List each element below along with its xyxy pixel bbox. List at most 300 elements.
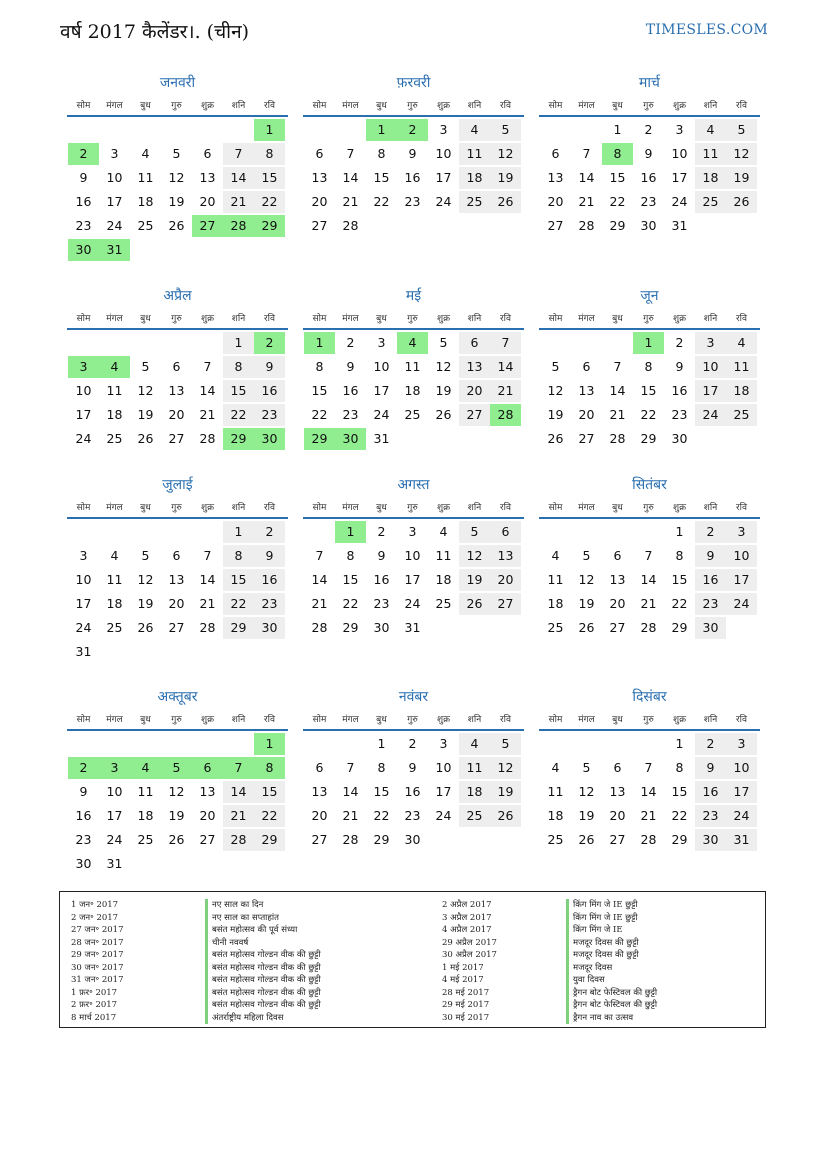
day-cell[interactable]: 26	[578, 832, 595, 847]
day-cell[interactable]: 12	[578, 784, 595, 799]
day-cell[interactable]: 25	[137, 218, 154, 233]
day-cell[interactable]: 10	[106, 784, 123, 799]
day-cell[interactable]: 17	[695, 380, 726, 402]
day-cell[interactable]: 30	[671, 431, 688, 446]
day-cell[interactable]: 25	[726, 404, 757, 426]
day-cell[interactable]: 13	[609, 572, 626, 587]
day-cell[interactable]: 11	[137, 170, 154, 185]
day-cell[interactable]: 16	[254, 380, 285, 402]
day-cell[interactable]: 2	[68, 143, 99, 165]
day-cell[interactable]: 29	[609, 218, 626, 233]
day-cell[interactable]: 14	[223, 167, 254, 189]
day-cell[interactable]: 22	[223, 404, 254, 426]
day-cell[interactable]: 22	[671, 596, 688, 611]
day-cell[interactable]: 6	[613, 760, 622, 775]
day-cell[interactable]: 26	[578, 620, 595, 635]
day-cell[interactable]: 26	[490, 191, 521, 213]
day-cell[interactable]: 18	[547, 596, 564, 611]
day-cell[interactable]: 19	[137, 596, 154, 611]
day-cell[interactable]: 5	[161, 757, 192, 779]
day-cell[interactable]: 21	[223, 805, 254, 827]
day-cell[interactable]: 17	[671, 170, 688, 185]
day-cell[interactable]: 27	[192, 215, 223, 237]
day-cell[interactable]: 18	[459, 167, 490, 189]
day-cell[interactable]: 13	[490, 545, 521, 567]
day-cell[interactable]: 7	[582, 146, 591, 161]
day-cell[interactable]: 29	[671, 832, 688, 847]
day-cell[interactable]: 15	[609, 170, 626, 185]
day-cell[interactable]: 21	[640, 808, 657, 823]
day-cell[interactable]: 26	[168, 832, 185, 847]
day-cell[interactable]: 11	[404, 359, 421, 374]
day-cell[interactable]: 25	[695, 191, 726, 213]
day-cell[interactable]: 12	[435, 359, 452, 374]
day-cell[interactable]: 5	[490, 733, 521, 755]
day-cell[interactable]: 26	[137, 620, 154, 635]
day-cell[interactable]: 17	[404, 572, 421, 587]
day-cell[interactable]: 11	[459, 143, 490, 165]
day-cell[interactable]: 5	[582, 548, 591, 563]
day-cell[interactable]: 10	[404, 548, 421, 563]
day-cell[interactable]: 7	[203, 359, 212, 374]
day-cell[interactable]: 1	[335, 521, 366, 543]
day-cell[interactable]: 11	[435, 548, 452, 563]
day-cell[interactable]: 9	[408, 760, 417, 775]
day-cell[interactable]: 27	[311, 832, 328, 847]
day-cell[interactable]: 12	[459, 545, 490, 567]
day-cell[interactable]: 23	[254, 593, 285, 615]
day-cell[interactable]: 12	[578, 572, 595, 587]
day-cell[interactable]: 21	[223, 191, 254, 213]
day-cell[interactable]: 24	[75, 620, 92, 635]
day-cell[interactable]: 20	[578, 407, 595, 422]
day-cell[interactable]: 19	[435, 383, 452, 398]
day-cell[interactable]: 23	[373, 596, 390, 611]
day-cell[interactable]: 22	[373, 194, 390, 209]
day-cell[interactable]: 24	[404, 596, 421, 611]
day-cell[interactable]: 7	[644, 548, 653, 563]
day-cell[interactable]: 3	[377, 335, 386, 350]
day-cell[interactable]: 17	[726, 781, 757, 803]
day-cell[interactable]: 23	[342, 407, 359, 422]
day-cell[interactable]: 20	[199, 194, 216, 209]
day-cell[interactable]: 10	[695, 356, 726, 378]
day-cell[interactable]: 27	[168, 620, 185, 635]
day-cell[interactable]: 11	[726, 356, 757, 378]
day-cell[interactable]: 24	[726, 593, 757, 615]
day-cell[interactable]: 7	[223, 143, 254, 165]
day-cell[interactable]: 7	[644, 760, 653, 775]
day-cell[interactable]: 3	[726, 521, 757, 543]
day-cell[interactable]: 28	[199, 620, 216, 635]
day-cell[interactable]: 5	[439, 335, 448, 350]
day-cell[interactable]: 27	[547, 218, 564, 233]
day-cell[interactable]: 19	[547, 407, 564, 422]
day-cell[interactable]: 16	[695, 781, 726, 803]
day-cell[interactable]: 4	[141, 146, 150, 161]
day-cell[interactable]: 8	[377, 146, 386, 161]
day-cell[interactable]: 18	[459, 781, 490, 803]
day-cell[interactable]: 3	[79, 548, 88, 563]
day-cell[interactable]: 14	[223, 781, 254, 803]
day-cell[interactable]: 31	[671, 218, 688, 233]
day-cell[interactable]: 14	[199, 383, 216, 398]
day-cell[interactable]: 23	[695, 805, 726, 827]
day-cell[interactable]: 3	[68, 356, 99, 378]
day-cell[interactable]: 28	[199, 431, 216, 446]
day-cell[interactable]: 8	[254, 757, 285, 779]
day-cell[interactable]: 16	[373, 572, 390, 587]
day-cell[interactable]: 10	[726, 545, 757, 567]
day-cell[interactable]: 22	[640, 407, 657, 422]
day-cell[interactable]: 6	[172, 548, 181, 563]
site-name[interactable]: TIMESLES.COM	[645, 22, 768, 38]
day-cell[interactable]: 25	[547, 620, 564, 635]
day-cell[interactable]: 6	[613, 548, 622, 563]
day-cell[interactable]: 2	[346, 335, 355, 350]
day-cell[interactable]: 21	[342, 808, 359, 823]
day-cell[interactable]: 22	[254, 191, 285, 213]
day-cell[interactable]: 29	[254, 829, 285, 851]
day-cell[interactable]: 17	[435, 784, 452, 799]
day-cell[interactable]: 4	[726, 332, 757, 354]
day-cell[interactable]: 14	[640, 784, 657, 799]
day-cell[interactable]: 1	[613, 122, 622, 137]
day-cell[interactable]: 11	[106, 383, 123, 398]
day-cell[interactable]: 22	[609, 194, 626, 209]
day-cell[interactable]: 2	[397, 119, 428, 141]
day-cell[interactable]: 14	[199, 572, 216, 587]
day-cell[interactable]: 8	[315, 359, 324, 374]
day-cell[interactable]: 28	[342, 832, 359, 847]
day-cell[interactable]: 24	[106, 218, 123, 233]
day-cell[interactable]: 6	[203, 146, 212, 161]
day-cell[interactable]: 21	[578, 194, 595, 209]
day-cell[interactable]: 23	[75, 218, 92, 233]
day-cell[interactable]: 23	[695, 593, 726, 615]
day-cell[interactable]: 22	[223, 593, 254, 615]
day-cell[interactable]: 28	[342, 218, 359, 233]
day-cell[interactable]: 15	[254, 781, 285, 803]
day-cell[interactable]: 8	[675, 760, 684, 775]
day-cell[interactable]: 5	[490, 119, 521, 141]
day-cell[interactable]: 3	[408, 524, 417, 539]
day-cell[interactable]: 2	[695, 733, 726, 755]
day-cell[interactable]: 4	[695, 119, 726, 141]
day-cell[interactable]: 30	[254, 428, 285, 450]
day-cell[interactable]: 30	[404, 832, 421, 847]
day-cell[interactable]: 20	[168, 596, 185, 611]
day-cell[interactable]: 28	[640, 620, 657, 635]
day-cell[interactable]: 19	[578, 808, 595, 823]
day-cell[interactable]: 5	[726, 119, 757, 141]
day-cell[interactable]: 22	[311, 407, 328, 422]
day-cell[interactable]: 11	[547, 784, 564, 799]
day-cell[interactable]: 24	[106, 832, 123, 847]
day-cell[interactable]: 1	[675, 524, 684, 539]
day-cell[interactable]: 5	[141, 548, 150, 563]
day-cell[interactable]: 8	[675, 548, 684, 563]
day-cell[interactable]: 22	[254, 805, 285, 827]
day-cell[interactable]: 20	[609, 596, 626, 611]
day-cell[interactable]: 8	[602, 143, 633, 165]
day-cell[interactable]: 11	[459, 757, 490, 779]
day-cell[interactable]: 29	[223, 617, 254, 639]
day-cell[interactable]: 30	[695, 829, 726, 851]
day-cell[interactable]: 31	[373, 431, 390, 446]
day-cell[interactable]: 9	[695, 757, 726, 779]
day-cell[interactable]: 28	[311, 620, 328, 635]
day-cell[interactable]: 10	[373, 359, 390, 374]
day-cell[interactable]: 6	[192, 757, 223, 779]
day-cell[interactable]: 2	[377, 524, 386, 539]
day-cell[interactable]: 31	[726, 829, 757, 851]
day-cell[interactable]: 12	[137, 572, 154, 587]
day-cell[interactable]: 30	[68, 239, 99, 261]
day-cell[interactable]: 13	[459, 356, 490, 378]
day-cell[interactable]: 22	[342, 596, 359, 611]
day-cell[interactable]: 26	[490, 805, 521, 827]
day-cell[interactable]: 1	[304, 332, 335, 354]
day-cell[interactable]: 11	[695, 143, 726, 165]
day-cell[interactable]: 16	[404, 170, 421, 185]
day-cell[interactable]: 18	[137, 194, 154, 209]
day-cell[interactable]: 23	[254, 404, 285, 426]
day-cell[interactable]: 16	[75, 194, 92, 209]
day-cell[interactable]: 27	[578, 431, 595, 446]
day-cell[interactable]: 15	[223, 569, 254, 591]
day-cell[interactable]: 13	[311, 170, 328, 185]
day-cell[interactable]: 25	[435, 596, 452, 611]
day-cell[interactable]: 22	[671, 808, 688, 823]
day-cell[interactable]: 24	[695, 404, 726, 426]
day-cell[interactable]: 4	[439, 524, 448, 539]
day-cell[interactable]: 24	[435, 808, 452, 823]
day-cell[interactable]: 30	[254, 617, 285, 639]
day-cell[interactable]: 27	[609, 620, 626, 635]
day-cell[interactable]: 20	[459, 380, 490, 402]
day-cell[interactable]: 15	[671, 784, 688, 799]
day-cell[interactable]: 29	[254, 215, 285, 237]
day-cell[interactable]: 11	[547, 572, 564, 587]
day-cell[interactable]: 7	[346, 760, 355, 775]
day-cell[interactable]: 1	[223, 332, 254, 354]
day-cell[interactable]: 7	[315, 548, 324, 563]
day-cell[interactable]: 28	[609, 431, 626, 446]
day-cell[interactable]: 27	[168, 431, 185, 446]
day-cell[interactable]: 15	[373, 784, 390, 799]
day-cell[interactable]: 26	[547, 431, 564, 446]
day-cell[interactable]: 24	[75, 431, 92, 446]
day-cell[interactable]: 14	[342, 170, 359, 185]
day-cell[interactable]: 8	[223, 545, 254, 567]
day-cell[interactable]: 18	[106, 596, 123, 611]
day-cell[interactable]: 19	[168, 808, 185, 823]
day-cell[interactable]: 5	[582, 760, 591, 775]
day-cell[interactable]: 9	[644, 146, 653, 161]
day-cell[interactable]: 12	[168, 170, 185, 185]
day-cell[interactable]: 13	[547, 170, 564, 185]
day-cell[interactable]: 15	[311, 383, 328, 398]
day-cell[interactable]: 18	[726, 380, 757, 402]
day-cell[interactable]: 4	[99, 356, 130, 378]
day-cell[interactable]: 22	[373, 808, 390, 823]
day-cell[interactable]: 4	[397, 332, 428, 354]
day-cell[interactable]: 31	[106, 856, 123, 871]
day-cell[interactable]: 5	[551, 359, 560, 374]
day-cell[interactable]: 14	[311, 572, 328, 587]
day-cell[interactable]: 30	[373, 620, 390, 635]
day-cell[interactable]: 2	[695, 521, 726, 543]
day-cell[interactable]: 10	[75, 572, 92, 587]
day-cell[interactable]: 13	[168, 383, 185, 398]
day-cell[interactable]: 3	[726, 733, 757, 755]
day-cell[interactable]: 3	[439, 736, 448, 751]
day-cell[interactable]: 16	[254, 569, 285, 591]
day-cell[interactable]: 13	[311, 784, 328, 799]
day-cell[interactable]: 24	[726, 805, 757, 827]
day-cell[interactable]: 31	[404, 620, 421, 635]
day-cell[interactable]: 4	[130, 757, 161, 779]
day-cell[interactable]: 2	[254, 332, 285, 354]
day-cell[interactable]: 21	[490, 380, 521, 402]
day-cell[interactable]: 10	[726, 757, 757, 779]
day-cell[interactable]: 28	[223, 829, 254, 851]
day-cell[interactable]: 13	[609, 784, 626, 799]
day-cell[interactable]: 20	[609, 808, 626, 823]
day-cell[interactable]: 19	[168, 194, 185, 209]
day-cell[interactable]: 2	[675, 335, 684, 350]
day-cell[interactable]: 27	[490, 593, 521, 615]
day-cell[interactable]: 4	[459, 733, 490, 755]
day-cell[interactable]: 9	[79, 170, 88, 185]
day-cell[interactable]: 24	[435, 194, 452, 209]
day-cell[interactable]: 21	[199, 407, 216, 422]
day-cell[interactable]: 25	[106, 431, 123, 446]
day-cell[interactable]: 3	[99, 757, 130, 779]
day-cell[interactable]: 19	[578, 596, 595, 611]
day-cell[interactable]: 21	[311, 596, 328, 611]
day-cell[interactable]: 8	[346, 548, 355, 563]
day-cell[interactable]: 13	[168, 572, 185, 587]
day-cell[interactable]: 23	[671, 407, 688, 422]
day-cell[interactable]: 10	[671, 146, 688, 161]
day-cell[interactable]: 18	[547, 808, 564, 823]
day-cell[interactable]: 15	[373, 170, 390, 185]
day-cell[interactable]: 8	[254, 143, 285, 165]
day-cell[interactable]: 15	[671, 572, 688, 587]
day-cell[interactable]: 5	[141, 359, 150, 374]
day-cell[interactable]: 5	[172, 146, 181, 161]
day-cell[interactable]: 23	[404, 194, 421, 209]
day-cell[interactable]: 6	[315, 146, 324, 161]
day-cell[interactable]: 19	[726, 167, 757, 189]
day-cell[interactable]: 28	[578, 218, 595, 233]
day-cell[interactable]: 18	[137, 808, 154, 823]
day-cell[interactable]: 9	[695, 545, 726, 567]
day-cell[interactable]: 2	[644, 122, 653, 137]
day-cell[interactable]: 9	[346, 359, 355, 374]
day-cell[interactable]: 6	[582, 359, 591, 374]
day-cell[interactable]: 29	[640, 431, 657, 446]
day-cell[interactable]: 25	[459, 805, 490, 827]
day-cell[interactable]: 6	[551, 146, 560, 161]
day-cell[interactable]: 29	[304, 428, 335, 450]
day-cell[interactable]: 6	[490, 521, 521, 543]
day-cell[interactable]: 16	[404, 784, 421, 799]
day-cell[interactable]: 27	[609, 832, 626, 847]
day-cell[interactable]: 16	[75, 808, 92, 823]
day-cell[interactable]: 18	[435, 572, 452, 587]
day-cell[interactable]: 28	[490, 404, 521, 426]
day-cell[interactable]: 12	[137, 383, 154, 398]
day-cell[interactable]: 29	[373, 832, 390, 847]
day-cell[interactable]: 2	[68, 757, 99, 779]
day-cell[interactable]: 26	[435, 407, 452, 422]
day-cell[interactable]: 1	[633, 332, 664, 354]
day-cell[interactable]: 31	[99, 239, 130, 261]
day-cell[interactable]: 25	[404, 407, 421, 422]
day-cell[interactable]: 20	[168, 407, 185, 422]
day-cell[interactable]: 17	[75, 596, 92, 611]
day-cell[interactable]: 14	[640, 572, 657, 587]
day-cell[interactable]: 16	[695, 569, 726, 591]
day-cell[interactable]: 1	[377, 736, 386, 751]
day-cell[interactable]: 3	[110, 146, 119, 161]
day-cell[interactable]: 19	[490, 781, 521, 803]
day-cell[interactable]: 14	[609, 383, 626, 398]
day-cell[interactable]: 21	[342, 194, 359, 209]
day-cell[interactable]: 30	[695, 617, 726, 639]
day-cell[interactable]: 23	[404, 808, 421, 823]
day-cell[interactable]: 13	[199, 170, 216, 185]
day-cell[interactable]: 27	[199, 832, 216, 847]
day-cell[interactable]: 18	[404, 383, 421, 398]
day-cell[interactable]: 30	[640, 218, 657, 233]
day-cell[interactable]: 20	[311, 808, 328, 823]
day-cell[interactable]: 10	[106, 170, 123, 185]
day-cell[interactable]: 7	[613, 359, 622, 374]
day-cell[interactable]: 1	[223, 521, 254, 543]
day-cell[interactable]: 7	[346, 146, 355, 161]
day-cell[interactable]: 18	[695, 167, 726, 189]
day-cell[interactable]: 15	[223, 380, 254, 402]
day-cell[interactable]: 12	[547, 383, 564, 398]
day-cell[interactable]: 27	[311, 218, 328, 233]
day-cell[interactable]: 4	[551, 760, 560, 775]
day-cell[interactable]: 8	[377, 760, 386, 775]
day-cell[interactable]: 1	[675, 736, 684, 751]
day-cell[interactable]: 19	[137, 407, 154, 422]
day-cell[interactable]: 23	[640, 194, 657, 209]
day-cell[interactable]: 16	[671, 383, 688, 398]
day-cell[interactable]: 17	[726, 569, 757, 591]
day-cell[interactable]: 9	[377, 548, 386, 563]
day-cell[interactable]: 9	[79, 784, 88, 799]
day-cell[interactable]: 29	[342, 620, 359, 635]
day-cell[interactable]: 27	[459, 404, 490, 426]
day-cell[interactable]: 13	[578, 383, 595, 398]
day-cell[interactable]: 11	[106, 572, 123, 587]
day-cell[interactable]: 9	[675, 359, 684, 374]
day-cell[interactable]: 4	[459, 119, 490, 141]
day-cell[interactable]: 3	[675, 122, 684, 137]
day-cell[interactable]: 4	[551, 548, 560, 563]
day-cell[interactable]: 23	[75, 832, 92, 847]
day-cell[interactable]: 1	[366, 119, 397, 141]
day-cell[interactable]: 28	[223, 215, 254, 237]
day-cell[interactable]: 6	[315, 760, 324, 775]
